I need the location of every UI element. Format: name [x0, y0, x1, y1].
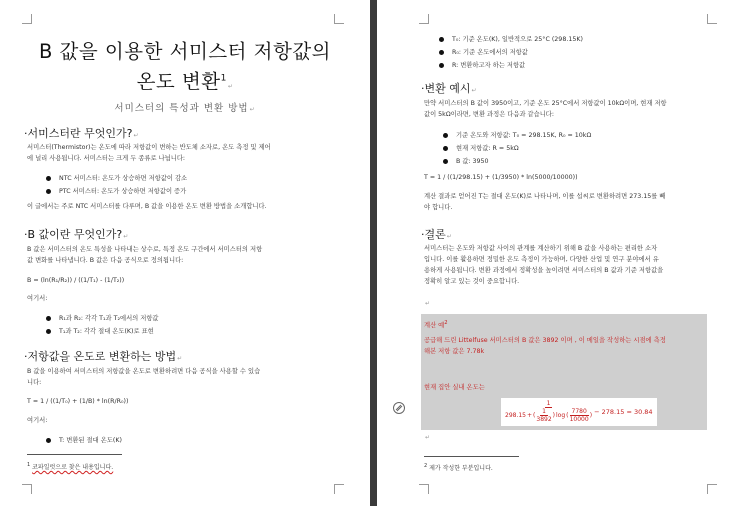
para-conclusion-3: 용하게 사용됩니다. 변환 과정에서 정확성을 높이려면 서미스터의 B 값과 기준 저항값을: [424, 267, 664, 274]
bullet-r: R: 변환하고자 하는 저항값: [439, 60, 525, 69]
formula-t: T = 1 / ((1/T₀) + (1/B) * ln(R/R₀)): [27, 398, 129, 405]
para-b-value-1a: B 값은 서미스터의 온도 특성을 나타내는 상수로, 특정 온도 구간에서 서미스터의 저항: [27, 246, 263, 253]
para-example-2b: 야 합니다.: [424, 204, 453, 211]
margin-corner: [22, 14, 32, 24]
bullet-dot-icon: [439, 37, 444, 42]
para-example-1a: 만약 서미스터의 B 값이 3950이고, 기준 온도 25°C에서 저항값이 10kΩ이며, 현재 저항: [424, 100, 667, 107]
para-b-value-1b: 값 변화를 나타냅니다. B 값은 다음 공식으로 정의됩니다:: [27, 257, 184, 264]
para-what-is-2: 이 글에서는 주로 NTC 서미스터를 다루며, B 값을 이용한 온도 변환 방법을 소개합니다.: [27, 203, 267, 210]
margin-corner: [334, 484, 344, 494]
where-label-1: 여기서:: [27, 295, 48, 302]
para-conclusion-4: 정확히 알고 있는 것이 중요합니다.: [424, 278, 520, 285]
temperature-equation: 1 298.15 + ( $\frac{1}{3892}$ ) log ( $\frac{7780}{10000}$ ) − 278.15 = 30.84: [501, 398, 657, 426]
empty-paragraph-mark: ↵: [425, 300, 431, 307]
anchor-icon[interactable]: [392, 401, 406, 415]
bullet-dot-icon: [443, 159, 448, 164]
margin-corner: [707, 484, 717, 494]
para-conclusion-1: 서미스터는 온도와 저항값 사이의 관계를 계산하기 위해 B 값을 사용하는 편리한 소자: [424, 245, 658, 252]
para-example-2a: 계산 결과로 얻어진 T는 절대 온도(K)로 나타나며, 이를 섭씨로 변환하려면 273.15를 빼: [424, 193, 666, 200]
margin-corner: [419, 484, 429, 494]
bullet-t1t2: T₁과 T₂: 각각 절대 온도(K)로 표현: [46, 326, 154, 335]
heading-what-is: ·서미스터란 무엇인가?↵: [24, 127, 139, 140]
footnote-2: $^2$ 제가 작성한 부분입니다.: [424, 463, 493, 472]
doc-title-line2: 온도 변환$^1$↵: [136, 70, 234, 93]
doc-subtitle: 서미스터의 특성과 변환 방법↵: [114, 103, 256, 114]
para-what-is-1a: 서미스터(Thermistor)는 온도에 따라 저항값이 변하는 반도체 소자로, 온도 측정 및 제어: [27, 144, 271, 151]
heading-example: ·변환 예시↵: [421, 82, 477, 95]
bullet-t: T: 변환된 절대 온도(K): [46, 435, 122, 444]
bullet-ref: 기준 온도와 저항값: T₀ = 298.15K, R₀ = 10kΩ: [443, 130, 591, 139]
example-label: 계산 예$^2$: [424, 320, 448, 330]
highlight-para-1a: 공급해 드린 Littelfuse 서미스터의 B 값은 3892 이며 , 이 메일을 작성하는 시점에 측정: [424, 337, 666, 344]
margin-corner: [419, 14, 429, 24]
bullet-ntc: NTC 서미스터: 온도가 상승하면 저항값이 감소: [46, 173, 187, 182]
bullet-b: B 값: 3950: [443, 156, 489, 165]
para-convert-1a: B 값을 이용하여 서미스터의 저항값을 온도로 변환하려면 다음 공식을 사용할 수 있습: [27, 368, 261, 375]
bullet-dot-icon: [46, 316, 51, 321]
footnote-1: $^1$ 코파일럿으로 찾은 내용입니다.: [27, 462, 114, 471]
footnote-separator: [27, 454, 122, 455]
margin-corner: [707, 14, 717, 24]
page-gap: [370, 0, 377, 506]
bullet-r1r2: R₁과 R₂: 각각 T₁과 T₂에서의 저항값: [46, 313, 159, 322]
where-label-2: 여기서:: [27, 417, 48, 424]
heading-b-value: ·B 값이란 무엇인가?↵: [24, 228, 129, 241]
para-conclusion-2: 입니다. 이를 활용하면 정밀한 온도 측정이 가능하며, 다양한 산업 및 연구 분야에서 유: [424, 256, 659, 263]
empty-paragraph-mark: ↵: [425, 434, 431, 441]
heading-conclusion: ·결론↵: [421, 228, 452, 241]
margin-corner: [22, 484, 32, 494]
para-example-1b: 값이 5kΩ이라면, 변환 과정은 다음과 같습니다:: [424, 111, 555, 118]
doc-title-line1: B 값을 이용한 서미스터 저항값의: [38, 40, 332, 63]
bullet-dot-icon: [46, 329, 51, 334]
highlight-para-1b: 해본 저항 값은 7.78k: [424, 348, 485, 355]
bullet-t0: T₀: 기준 온도(K), 일반적으로 25°C (298.15K): [439, 34, 583, 43]
heading-convert: ·저항값을 온도로 변환하는 방법↵: [24, 350, 183, 363]
bullet-ptc: PTC 서미스터: 온도가 상승하면 저항값이 증가: [46, 186, 186, 195]
para-what-is-1b: 에 널리 사용됩니다. 서미스터는 크게 두 종류로 나뉩니다:: [27, 155, 186, 162]
bullet-r0: R₀: 기준 온도에서의 저항값: [439, 47, 528, 56]
bullet-dot-icon: [443, 133, 448, 138]
bullet-dot-icon: [439, 63, 444, 68]
footnote-separator: [424, 456, 519, 457]
bullet-dot-icon: [46, 189, 51, 194]
page-1: [0, 0, 370, 506]
bullet-dot-icon: [443, 146, 448, 151]
margin-corner: [334, 14, 344, 24]
bullet-dot-icon: [46, 176, 51, 181]
formula-b: B = (ln(R₁/R₂)) / ((1/T₁) - (1/T₂)): [27, 277, 125, 284]
page-2: [377, 0, 743, 506]
formula-example: T = 1 / ((1/298.15) + (1/3950) * ln(5000/10000)): [424, 174, 578, 181]
equation-fraction: 1 298.15 + ( $\frac{1}{3892}$ ) log ( $\frac{7780}{10000}$ ): [505, 400, 593, 423]
bullet-dot-icon: [46, 438, 51, 443]
para-convert-1b: 니다:: [27, 379, 42, 386]
highlight-para-2: 현재 집안 실내 온도는: [424, 384, 485, 391]
bullet-current: 현재 저항값: R = 5kΩ: [443, 143, 519, 152]
bullet-dot-icon: [439, 50, 444, 55]
